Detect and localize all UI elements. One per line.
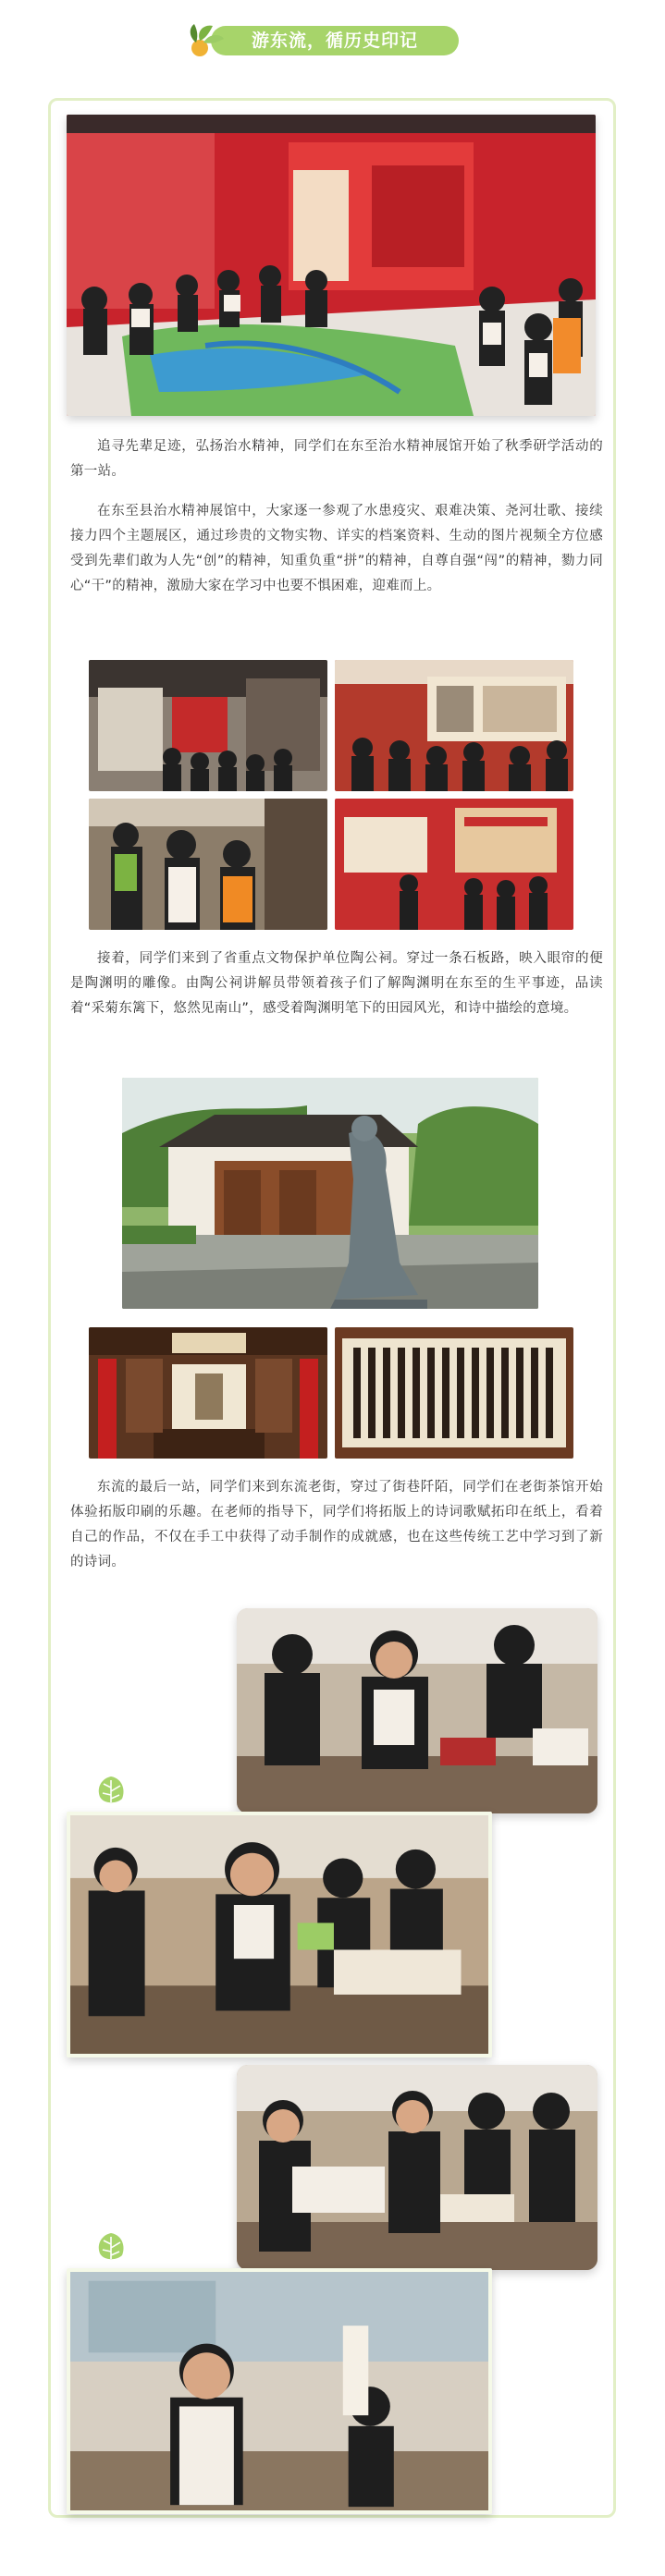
photo-shrine-interior [89,1327,327,1459]
paragraph-1: 追寻先辈足迹，弘扬治水精神，同学们在东至治水精神展馆开始了秋季研学活动的第一站。 [70,439,603,479]
photo-students-notes [89,799,327,930]
photo-printing-4 [67,2268,492,2514]
header-title: 游东流，循历史印记 [251,31,418,51]
section-header [187,20,464,61]
photo-printing-3 [237,2065,597,2270]
photo-tao-statue [122,1078,538,1309]
paragraph-4: 东流的最后一站，同学们来到东流老街，穿过了街巷阡陌，同学们在老街茶馆开始体验拓版印刷的乐趣。在老师的指导下，同学们将拓版上的诗词歌赋拓印在纸上，看着自己的作品，不仅在手工中获得了动手制作的成就感，也在这些传统工艺中学习到了新的诗词。 [70,1480,603,1569]
paragraph-2: 在东至县治水精神展馆中，大家逐一参观了水患疫灾、艰难决策、尧河壮歌、接续接力四个主题展区，通过珍贵的文物实物、详实的档案资料、生动的图片视频全方位感受到先辈们敢为人先“创”的精神，知重负重“拼”的精神，自尊自强“闯”的精神，勠力同心“干”的精神，激励大家在学习中也要不惧困难，迎难而上。 [70,504,603,593]
monstera-leaf-icon [94,1775,128,1806]
monstera-leaf-icon [94,2231,128,2263]
photo-red-exhibit [335,799,573,930]
photo-printing-1 [237,1608,597,1813]
photo-exhibition-model [67,115,596,416]
paragraph-3: 接着，同学们来到了省重点文物保护单位陶公祠。穿过一条石板路，映入眼帘的便是陶渊明的雕像。由陶公祠讲解员带领着孩子们了解陶渊明在东至的生平事迹，品读着“采菊东篱下，悠然见南山”，感受着陶渊明笔下的田园风光，和诗中描绘的意境。 [70,951,603,1016]
photo-display-wall [335,660,573,791]
photo-printing-2 [67,1812,492,2057]
photo-calligraphy-wall [335,1327,573,1459]
photo-hall-students [89,660,327,791]
